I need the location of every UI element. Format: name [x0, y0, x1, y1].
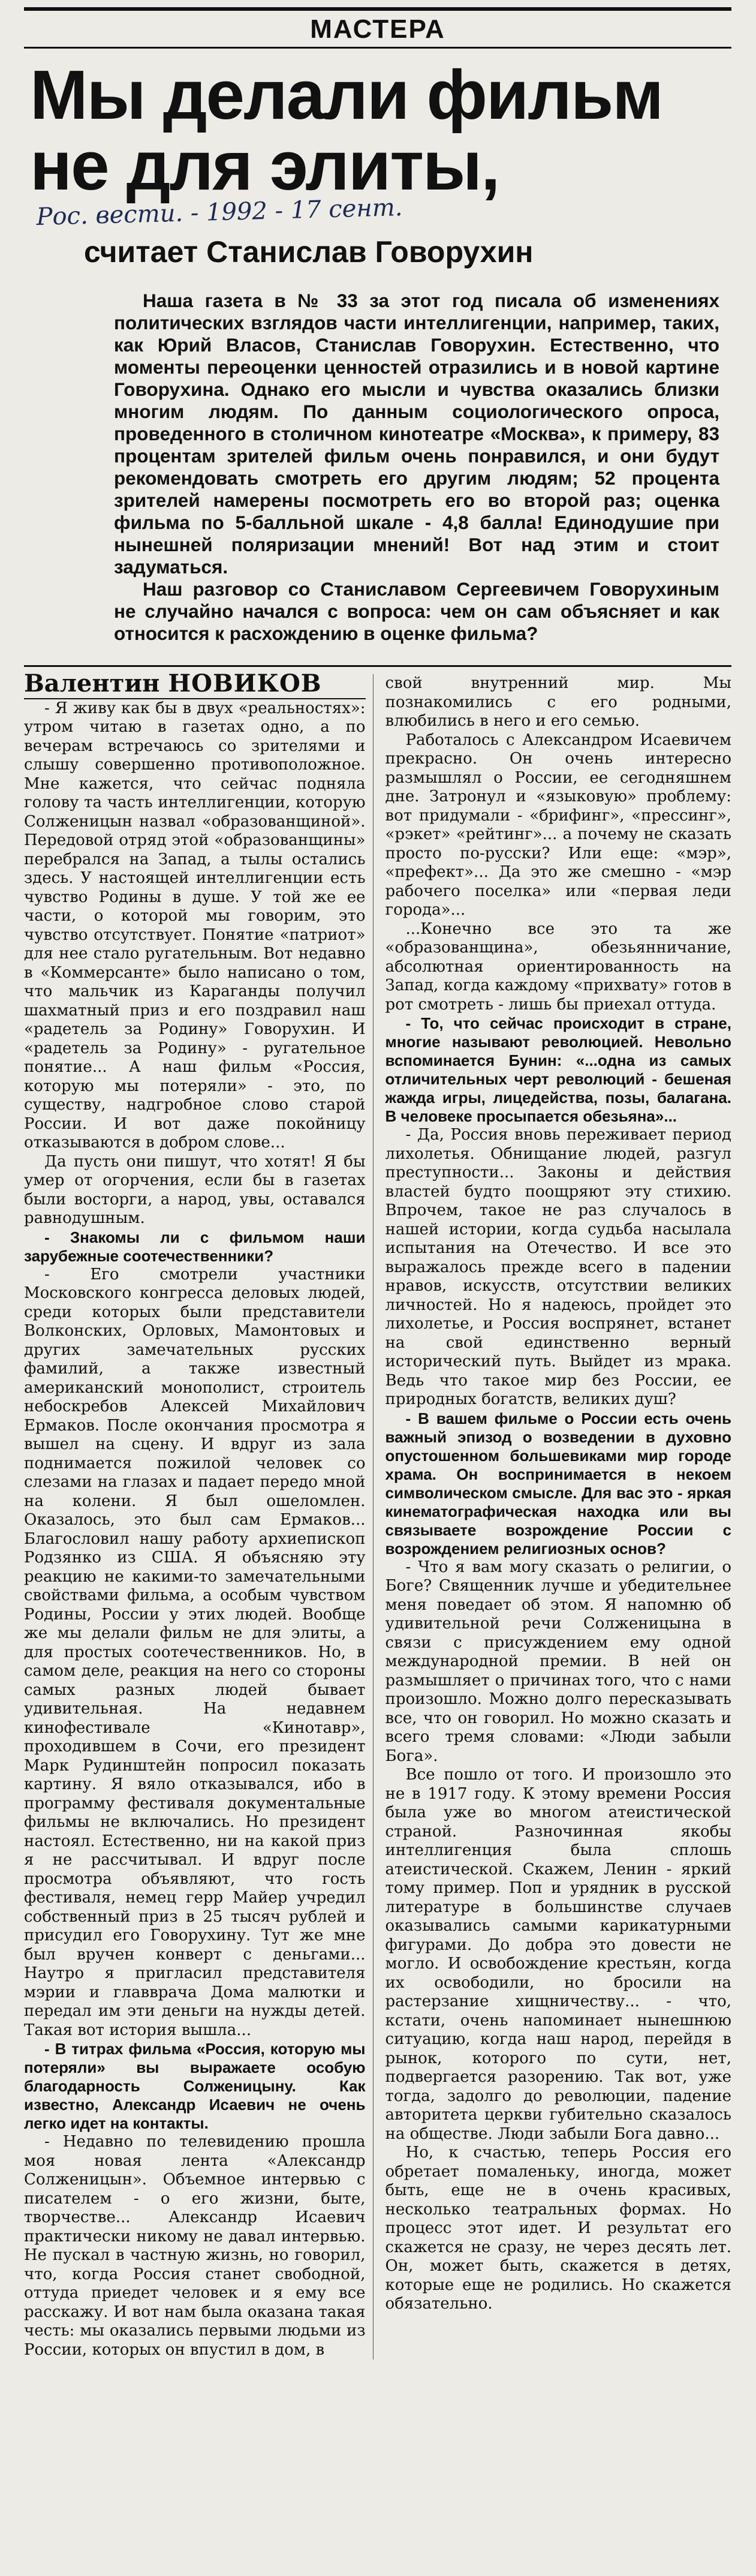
lead-paragraphs	[114, 290, 719, 645]
author-byline	[24, 669, 366, 699]
interview-answer: Все пошло от того. И произошло это не в 1917 году. К этому времени Россия была уже во многом атеистической страной. Разночинная якобы интеллигенция была сплошь атеистической. Скажем, Ленин - яркий тому пример. Поп и урядник в русской литературе в большинстве случаев оказывались самыми карикатурными фигурами. До добра это довести не могло. И освобождение крестьян, когда их освободили, но бросили на растерзание хищничеству... - что, кстати, очень напоминает нынешнюю ситуацию, когда наш народ, перейдя в рынок, которого по сути, нет, подвергается разорению. Так вот, уже тогда, задолго до революции, падение авторитета церкви губительно сказалось на обществе. Люди забыли Бога давно...	[385, 1766, 731, 2143]
interview-answer: - Его смотрели участники Московского конгресса деловых людей, среди которых были представители Волконских, Орловых, Мамонтовых и других замечательных русских фамилий, а также известный американский монополист, строитель небоскребов Алексей Михайлович Ермаков. После окончания просмотра я вышел на сцену. И вдруг из зала поднимается пожилой человек со слезами на глазах и падает передо мной на колени. Я был ошеломлен. Оказалось, это был сам Ермаков... Благословил нашу работу архиепископ Родзянко из США. Я объясняю эту реакцию не какими-то замечательными свойствами фильма, а особым чувством Родины, России у этих людей. Вообще же мы делали фильм не для элиты, а для простых соотечественников. Но, в самом деле, реакция на него со стороны самых разных людей бывает удивительная. На недавнем кинофестивале «Кинотавр», проходившем в Сочи, его президент Марк Рудинштейн попросил показать картину. Я вяло отказывался, ибо в программу фестиваля документальные фильмы не включались. Но президент настоял. Естественно, ни на какой приз я не рассчитывал. И вдруг после просмотра объявляют, что гость фестиваля, немец герр Майер учредил собственный приз в 25 тысяч рублей и присудил его Говорухину. Тут же мне был вручен конверт с деньгами... Наутро я пригласил представителя мэрии и главврача Дома малютки и передал им эти деньги на нужды детей. Такая вот история вышла...	[24, 1265, 366, 2039]
interview-question: - Знакомы ли с фильмом наши зарубежные соотечественники?	[24, 1228, 366, 1265]
interview-answer: - Недавно по телевидению прошла моя новая лента «Александр Солженицын». Объемное интервью с писателем - о его жизни, быте, творчестве... Александр Исаевич практически никому не давал интервью. Не пускал в частную жизнь, но говорил, что, когда Россия станет свободной, оттуда приедет человек и я ему все расскажу. И вот нам была оказана такая честь: мы оказались первыми людьми из России, которых он впустил в дом, в	[24, 2133, 366, 2359]
lead-paragraph-2: Наш разговор со Станиславом Сергеевичем Говорухиным не случайно начался с вопроса: чем он сам объясняет и как относится к расхождению в оценке фильма?	[114, 578, 719, 644]
rubric-header: МАСТЕРА	[24, 7, 731, 49]
interview-question: - В титрах фильма «Россия, которую мы потеряли» вы выражаете особую благодарность Солженицыну. Как известно, Александр Исаевич не очень легко идет на контакты.	[24, 2040, 366, 2132]
interview-question: - То, что сейчас происходит в стране, многие называют революцией. Невольно вспоминается Бунин: «...одна из самых отличительных черт революций - бешеная жажда игры, лицедейства, позы, балагана. В человеке просыпается обезьяна»...	[385, 1014, 731, 1125]
interview-answer: - Что я вам могу сказать о религии, о Боге? Священник лучше и убедительнее меня поведает об этом. Я напомню об удивительной речи Солженицына в связи с присуждением ему одной международной премии. В ней он размышляет о причинах того, что с нами произошло. Можно долго пересказывать все, что он говорил. Но можно сказать и всего тремя словами: «Люди забыли Бога».	[385, 1558, 731, 1765]
author-first-name: Валентин	[24, 669, 160, 698]
author-last-name: НОВИКОВ	[168, 669, 322, 698]
lead-paragraph-1: Наша газета в № 33 за этот год писала об изменениях политических взглядов части интеллигенции, например, таких, как Юрий Власов, Станислав Говорухин. Естественно, что моменты переоценки ценностей отразились и в новой картине Говорухина. Однако его мысли и чувства оказались близки многим людям. По данным социологического опроса, проведенного в столичном кинотеатре «Москва», к примеру, 83 процентам зрителей фильм очень понравился, и они будут рекомендовать смотреть его другим людям; 52 процента зрителей намерены посмотреть его во второй раз; оценка фильма по 5-балльной шкале - 4,8 балла! Единодушие при нынешней поляризации мнений! Вот над этим и стоит задуматься.	[114, 290, 719, 578]
interview-answer: Работалось с Александром Исаевичем прекрасно. Он очень интересно размышлял о России, ее сегодняшнем дне. Затронул и «языковую» проблему: вот придумали - «брифинг», «прессинг», «рэкет» «рейтинг»... а почему не сказать просто по-русски? Или еще: «мэр», «префект»... Да это же смешно - «мэр рабочего поселка» или «первая леди города»...	[385, 731, 731, 919]
interview-question: - В вашем фильме о России есть очень важный эпизод о возведении в духовно опустошенном большевиками мир городе храма. Он воспринимается в некоем символическом смысле. Для вас это - яркая кинематографическая находка или вы связываете возрождение России с возрождением религиозных основ?	[385, 1409, 731, 1558]
left-column	[24, 669, 374, 2359]
separator-rule	[24, 665, 731, 667]
right-column	[385, 674, 731, 2359]
interview-answer: свой внутренний мир. Мы познакомились с его родными, влюбились в него и его семью.	[385, 674, 731, 730]
headline-line-2: не для элиты,	[30, 127, 499, 205]
interview-answer: - Я живу как бы в двух «реальностях»: утром читаю в газетах одно, а по вечерам встречаюсь со зрителями и слышу совершенно противоположное. Мне кажется, что сейчас подняла голову та часть интеллигенции, которую Солженицын назвал «образованщиной». Передовой отряд этой «образованщины» перебрался на Запад, а тылы остались здесь. У настоящей интеллигенции есть чувство Родины в душе. У той же ее части, о которой мы говорим, это чувство отсутствует. Понятие «патриот» для нее стало ругательным. Вот недавно в «Коммерсанте» было написано о том, что мальчик из Караганды получил шахматный приз и его поздравил наш «радетель за Родину» Говорухин. И «радетель за Родину» - ругательное понятие... А наш фильм «Россия, которую мы потеряли» - это, по существу, надгробное слово старой России. И вот даже покойницу отказываются в добром слове...	[24, 699, 366, 1152]
interview-answer: - Да, Россия вновь переживает период лихолетья. Обнищание людей, разгул преступности... Законы и действия властей будто поощряют эту стихию. Впрочем, такое не раз случалось в нашей истории, когда судьба насылала испытания на Отечество. И все это выражалось прежде всего в падении нравов, искусств, отсутствии великих личностей. Но я надеюсь, пройдет это лихолетье, и Россия воспрянет, встанет на свой единственно верный исторический путь. Выйдет из мрака. Ведь что такое мир без России, ее природных богатств, великих душ?	[385, 1126, 731, 1408]
interview-answer: Да пусть они пишут, что хотят! Я бы умер от огорчения, если бы в газетах были восторги, а народ, увы, оставался равнодушным.	[24, 1152, 366, 1227]
headline	[30, 56, 731, 205]
article-columns	[24, 669, 731, 2359]
interview-answer: Но, к счастью, теперь Россия его обретает помаленьку, иногда, может быть, еще не в очень красивых, несколько театральных формах. Но процесс этот идет. И результат его скажется не сразу, не через десять лет. Он, может быть, скажется в детях, которые еще не родились. Но скажется обязательно.	[385, 2144, 731, 2313]
article	[24, 7, 731, 2359]
interview-answer: ...Конечно все это та же «образованщина», обезьянничание, абсолютная ориентированность на Запад, когда каждому «прихвату» готов в рот смотреть - лишь бы приехал оттуда.	[385, 919, 731, 1014]
headline-line-1: Мы делали фильм	[30, 56, 663, 134]
headline-subtitle: считает Станислав Говорухин	[84, 235, 534, 269]
handwritten-source-note: Рос. вести. - 1992 - 17 сент.	[36, 194, 403, 231]
